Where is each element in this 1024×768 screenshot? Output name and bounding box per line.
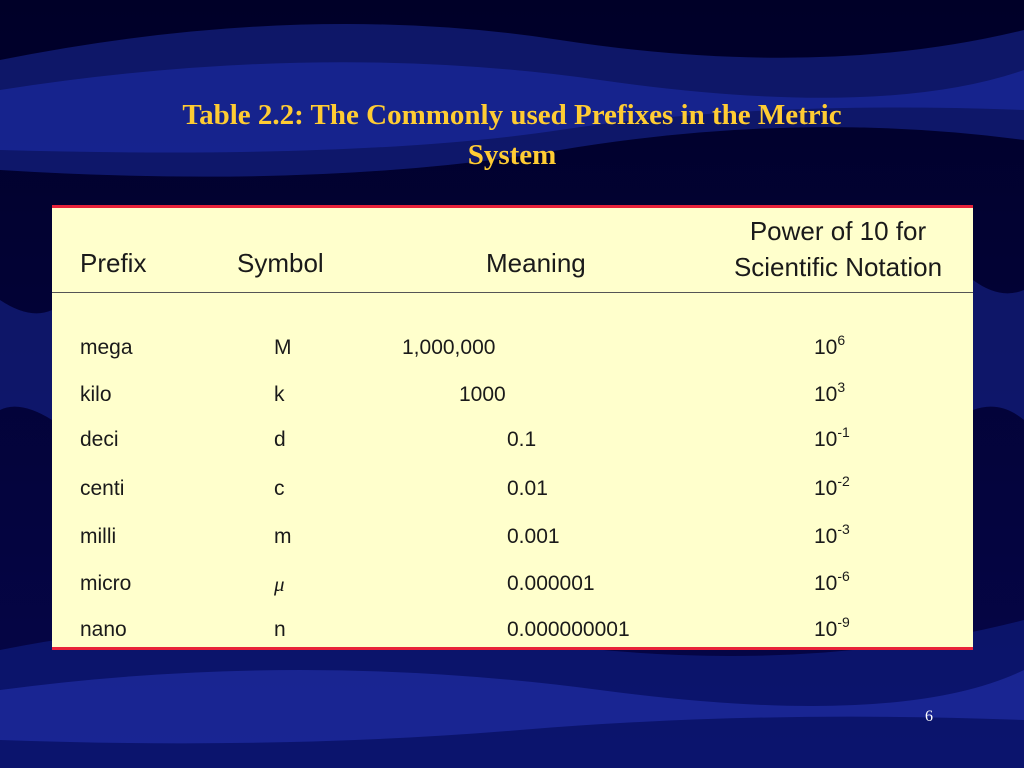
power-exponent: -1 [837,424,850,440]
page-number: 6 [925,708,933,725]
cell-prefix: mega [80,336,133,359]
header-divider [52,292,973,293]
table-row [52,610,973,650]
power-base: 10 [814,336,838,359]
table-row [52,375,973,415]
cell-power [814,610,850,650]
cell-meaning: 0.001 [507,525,560,548]
slide-title-line-1: Table 2.2: The Commonly used Prefixes in the Metric [182,99,842,131]
cell-prefix: centi [80,477,125,500]
power-base: 10 [814,572,838,595]
cell-symbol: μ [274,572,285,596]
prefix-table [52,205,973,650]
table-row [52,517,973,557]
header-prefix: Prefix [80,248,147,278]
cell-symbol: n [274,618,286,641]
slide-title-line-2: System [467,139,557,171]
cell-power [814,328,845,368]
cell-symbol: k [274,383,285,406]
table-row [52,564,973,604]
cell-power [814,564,850,604]
cell-prefix: micro [80,572,132,595]
power-exponent: -9 [837,614,850,630]
cell-meaning: 0.000001 [507,572,595,595]
cell-meaning: 0.01 [507,477,548,500]
cell-prefix: deci [80,428,119,451]
cell-meaning: 0.1 [507,428,537,451]
power-base: 10 [814,525,838,548]
cell-power [814,469,850,509]
power-base: 10 [814,383,838,406]
cell-prefix: nano [80,618,127,641]
power-exponent: 6 [837,332,846,348]
cell-symbol: d [274,428,286,451]
header-power-line-2: Scientific Notation [733,252,943,282]
cell-prefix: kilo [80,383,112,406]
cell-meaning: 1000 [459,383,506,406]
header-symbol: Symbol [237,248,324,278]
cell-symbol: c [274,477,285,500]
power-exponent: -2 [837,473,850,489]
table-row [52,469,973,509]
table-row [52,420,973,460]
power-base: 10 [814,477,838,500]
header-power-of-ten [712,213,964,285]
cell-meaning: 1,000,000 [402,336,496,359]
power-base: 10 [814,618,838,641]
cell-power [814,517,850,557]
cell-power [814,420,850,460]
cell-symbol: M [274,336,292,359]
table-row [52,328,973,368]
power-base: 10 [814,428,838,451]
cell-meaning: 0.000000001 [507,618,630,641]
header-power-line-1: Power of 10 for [749,216,927,246]
slide-title [100,95,924,175]
cell-power [814,375,845,415]
power-exponent: 3 [837,379,846,395]
cell-prefix: milli [80,525,117,548]
cell-symbol: m [274,525,292,548]
power-exponent: -3 [837,521,850,537]
power-exponent: -6 [837,568,850,584]
header-meaning: Meaning [486,248,586,278]
